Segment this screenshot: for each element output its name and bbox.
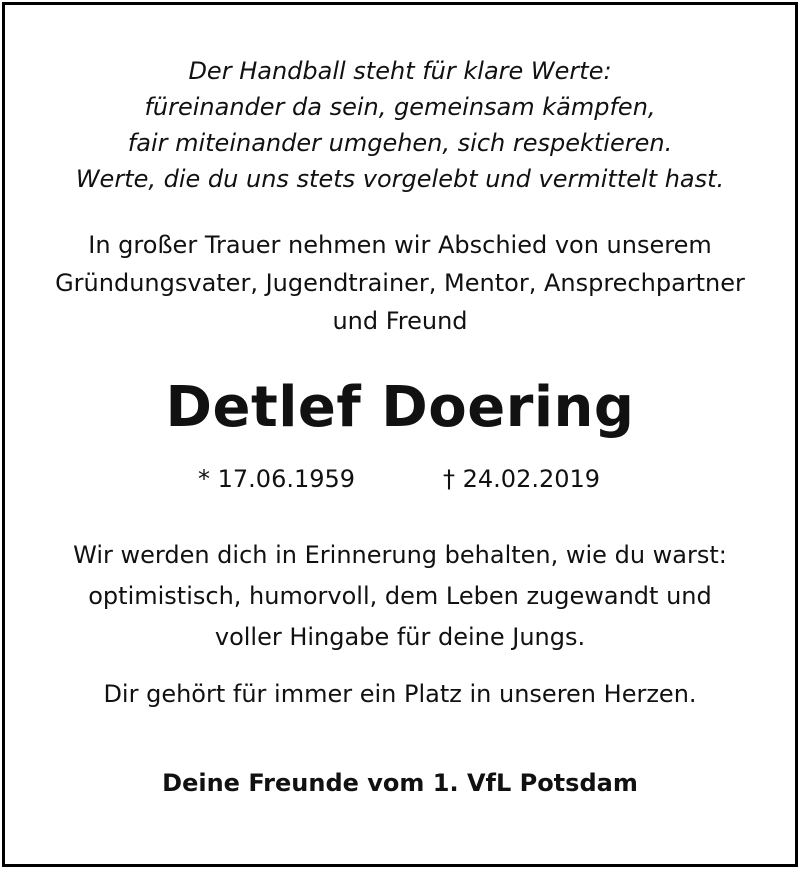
quote-line: Werte, die du uns stets vorgelebt und vermittelt hast. xyxy=(75,165,725,193)
intro-line: Gründungsvater, Jugendtrainer, Mentor, Ansprechpartner xyxy=(55,269,745,297)
remembrance-line: Wir werden dich in Erinnerung behalten, wie du warst: xyxy=(73,541,727,569)
intro-line: und Freund xyxy=(332,307,468,335)
birth-date: * 17.06.1959 xyxy=(198,465,356,493)
remembrance-block xyxy=(0,535,800,658)
closing-line: Dir gehört für immer ein Platz in unseren Herzen. xyxy=(103,680,697,708)
remembrance-line: optimistisch, humorvoll, dem Leben zugewandt und xyxy=(88,582,712,610)
quote-line: fair miteinander umgehen, sich respektieren. xyxy=(127,129,673,157)
quote-block xyxy=(0,53,800,197)
quote-line: füreinander da sein, gemeinsam kämpfen, xyxy=(144,93,656,121)
life-dates xyxy=(0,461,800,497)
remembrance-line: voller Hingabe für deine Jungs. xyxy=(214,623,586,651)
quote-line: Der Handball steht für klare Werte: xyxy=(188,57,612,85)
death-date: † 24.02.2019 xyxy=(443,465,601,493)
farewell-intro xyxy=(0,226,800,340)
deceased-name: Detlef Doering xyxy=(165,375,635,440)
signature: Deine Freunde vom 1. VfL Potsdam xyxy=(162,769,638,797)
intro-line: In großer Trauer nehmen wir Abschied von unserem xyxy=(88,231,712,259)
